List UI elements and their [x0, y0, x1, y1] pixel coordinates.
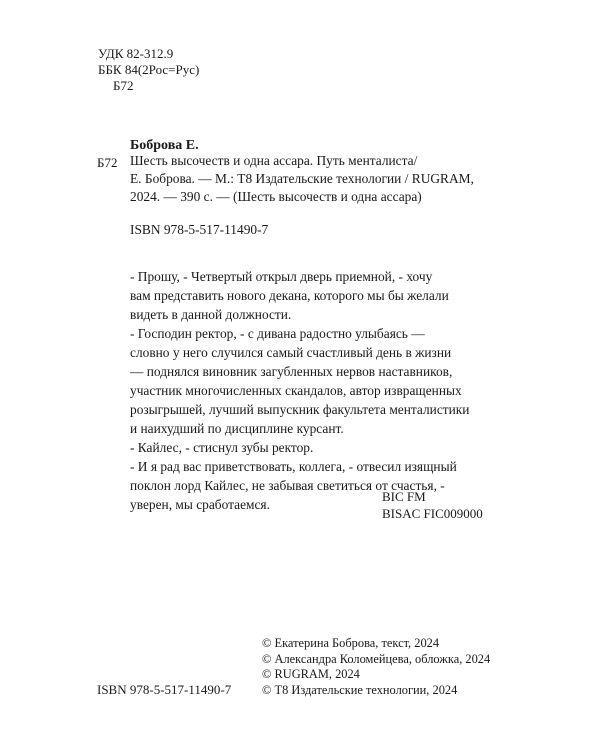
author-mark-side: Б72 — [97, 155, 118, 170]
copyright-line: © Александра Коломейцева, обложка, 2024 — [262, 652, 491, 666]
bbk-code: ББК 84(2Рос=Рус) — [98, 62, 200, 77]
bisac-code: BISAC FIC009000 — [382, 506, 483, 521]
author-mark-code: Б72 — [113, 78, 134, 93]
annotation-line: и наихудший по дисциплине курсант. — [130, 421, 344, 436]
copyright-line: © Екатерина Боброва, текст, 2024 — [262, 636, 440, 650]
copyright-line: © RUGRAM, 2024 — [262, 667, 360, 681]
annotation-line: поклон лорд Кайлес, не забывая светиться от счастья, - — [130, 478, 445, 493]
annotation-line: участник многочисленных скандалов, автор извращенных — [130, 383, 462, 398]
isbn-bottom: ISBN 978-5-517-11490-7 — [97, 682, 232, 697]
annotation-line: - Господин ректор, - с дивана радостно улыбаясь — — [130, 326, 425, 341]
annotation-line: вам представить нового декана, которого мы бы желали — [130, 288, 449, 303]
bibliographic-line: Шесть высочеств и одна ассара. Путь менталиста/ — [130, 153, 418, 168]
annotation-line: — поднялся виновник загубленных нервов наставников, — [130, 364, 453, 379]
author-heading: Боброва Е. — [130, 138, 199, 153]
annotation-line: уверен, мы сработаемся. — [130, 497, 270, 512]
annotation-line: словно у него случился самый счастливый день в жизни — [130, 345, 452, 360]
annotation-line: - Кайлес, - стиснул зубы ректор. — [130, 440, 314, 455]
annotation-line: - И я рад вас приветствовать, коллега, - отвесил изящный — [130, 459, 457, 474]
annotation-line: - Прошу, - Четвертый открыл дверь приемной, - хочу — [130, 269, 433, 284]
bibliographic-line: 2024. — 390 с. — (Шесть высочеств и одна ассара) — [130, 189, 422, 204]
bibliographic-line: Е. Боброва. — М.: Т8 Издательские технологии / RUGRAM, — [130, 171, 474, 186]
udk-code: УДК 82-312.9 — [98, 46, 174, 61]
annotation-line: розыгрышей, лучший выпускник факультета менталистики — [130, 402, 470, 417]
copyright-line: © Т8 Издательские технологии, 2024 — [262, 683, 458, 697]
bic-code: BIC FM — [382, 489, 426, 504]
isbn-record: ISBN 978-5-517-11490-7 — [130, 222, 269, 237]
annotation-line: видеть в данной должности. — [130, 307, 292, 322]
